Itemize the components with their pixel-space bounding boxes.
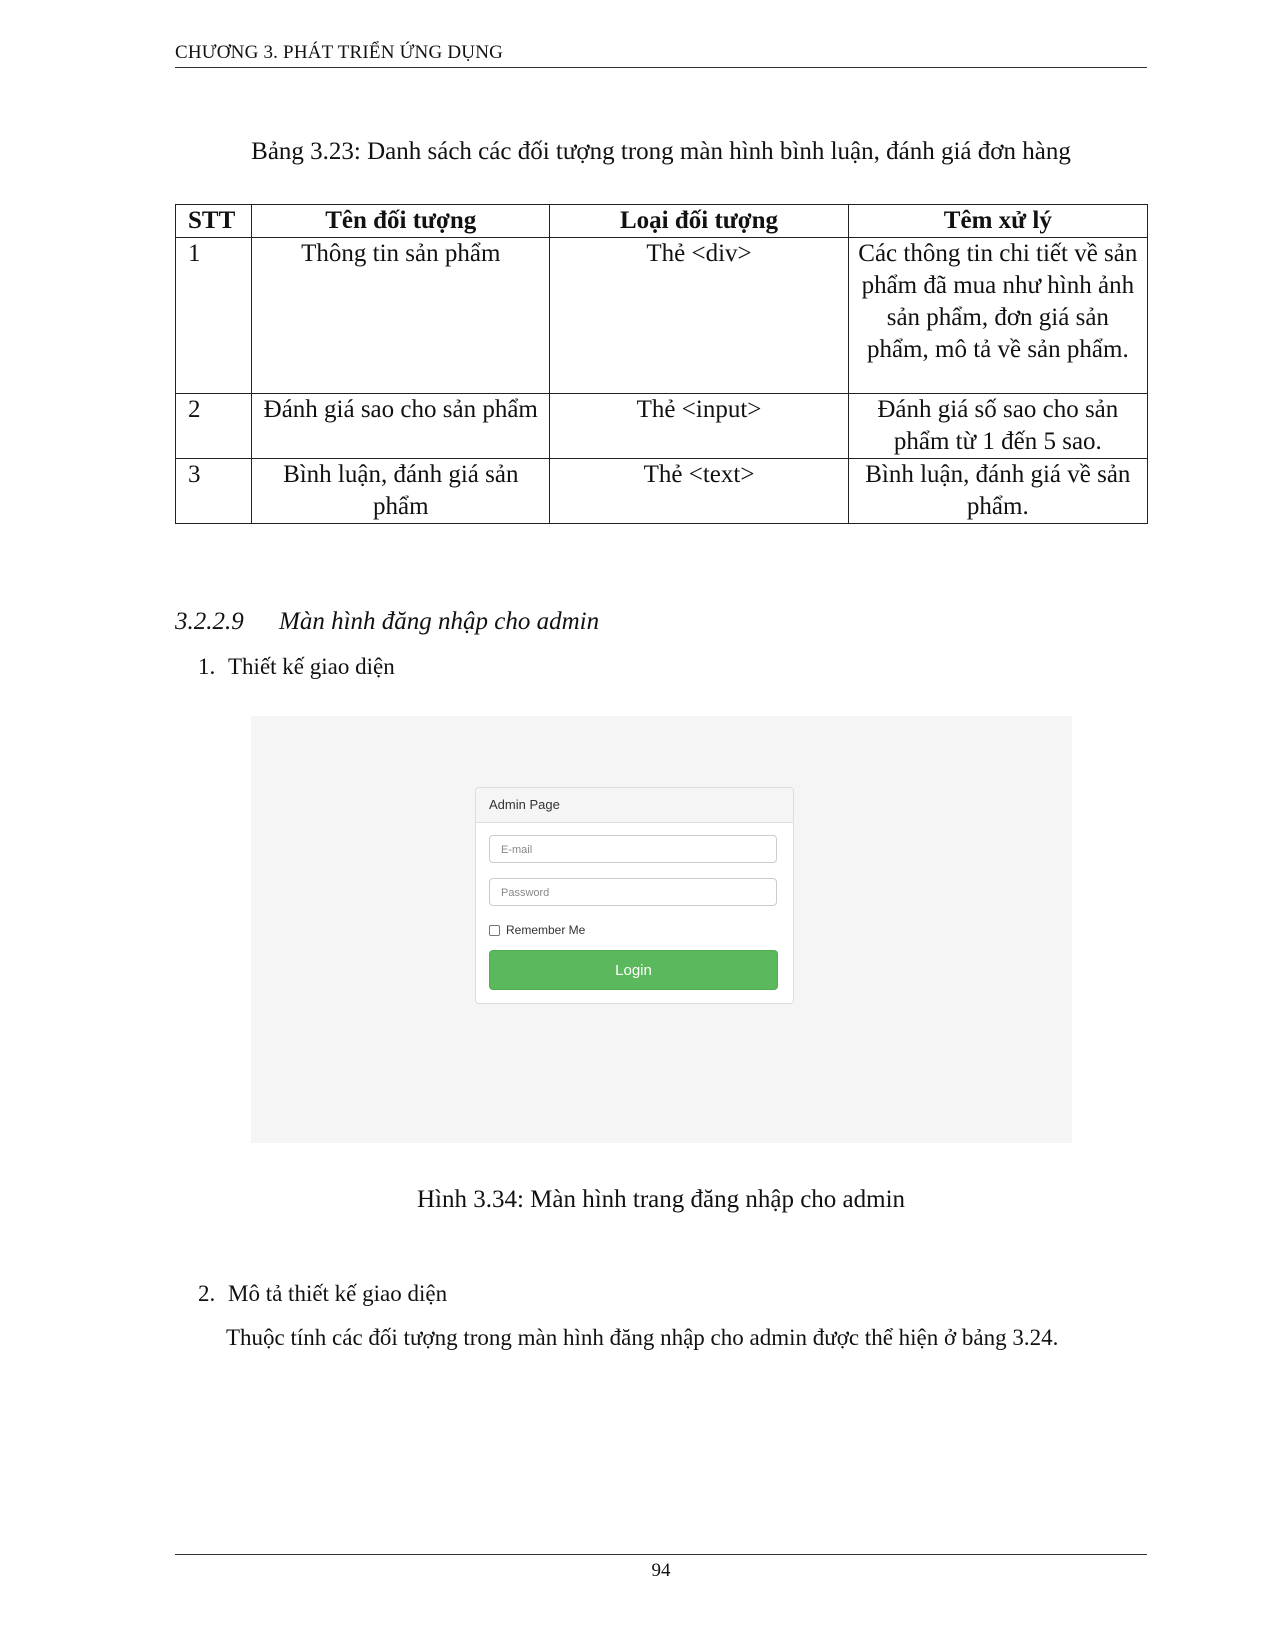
cell-stt: 1 (176, 238, 252, 394)
remember-me-checkbox[interactable] (489, 925, 500, 936)
table-header-row (176, 205, 1148, 238)
column-header-stt: STT (176, 205, 252, 238)
cell-type: Thẻ <div> (550, 238, 848, 394)
chapter-header: CHƯƠNG 3. PHÁT TRIỂN ỨNG DỤNG (175, 42, 1147, 68)
cell-type: Thẻ <text> (550, 459, 848, 524)
column-header-type: Loại đối tượng (550, 205, 848, 238)
objects-table (175, 204, 1148, 524)
cell-stt: 3 (176, 459, 252, 524)
section-title: Màn hình đăng nhập cho admin (279, 608, 600, 635)
list-item-text: Mô tả thiết kế giao diện (228, 1281, 448, 1306)
panel-title: Admin Page (476, 788, 793, 823)
email-input[interactable]: E-mail (489, 835, 777, 863)
remember-me-label: Remember Me (506, 923, 586, 937)
column-header-name: Tên đối tượng (252, 205, 550, 238)
cell-name: Thông tin sản phẩm (252, 238, 550, 394)
cell-handling: Các thông tin chi tiết về sản phẩm đã mua như hình ảnh sản phẩm, đơn giá sản phẩm, mô tả về sản phẩm. (848, 238, 1147, 394)
table-row (176, 238, 1148, 394)
table-row (176, 394, 1148, 459)
list-item (198, 654, 395, 680)
cell-handling: Bình luận, đánh giá về sản phẩm. (848, 459, 1147, 524)
figure-caption: Hình 3.34: Màn hình trang đăng nhập cho admin (416, 1186, 906, 1213)
cell-type: Thẻ <input> (550, 394, 848, 459)
footer-divider (175, 1554, 1147, 1555)
login-panel (475, 787, 794, 1004)
cell-name: Bình luận, đánh giá sản phẩm (252, 459, 550, 524)
table-row (176, 459, 1148, 524)
section-heading (175, 608, 599, 636)
cell-handling: Đánh giá số sao cho sản phẩm từ 1 đến 5 sao. (848, 394, 1147, 459)
password-input[interactable]: Password (489, 878, 777, 906)
login-button[interactable]: Login (489, 950, 778, 990)
table-caption: Bảng 3.23: Danh sách các đối tượng trong màn hình bình luận, đánh giá đơn hàng (251, 138, 1071, 165)
list-item-number: 1. (198, 654, 216, 679)
login-screenshot-figure (251, 716, 1072, 1143)
remember-me-option[interactable] (489, 923, 585, 937)
list-item-number: 2. (198, 1281, 216, 1306)
cell-name: Đánh giá sao cho sản phẩm (252, 394, 550, 459)
list-item (198, 1281, 447, 1307)
cell-stt: 2 (176, 394, 252, 459)
section-number: 3.2.2.9 (175, 608, 244, 635)
body-paragraph: Thuộc tính các đối tượng trong màn hình đăng nhập cho admin được thể hiện ở bảng 3.24. (226, 1325, 1059, 1350)
page-number: 94 (651, 1560, 671, 1581)
list-item-text: Thiết kế giao diện (228, 654, 395, 679)
column-header-handling: Têm xử lý (848, 205, 1147, 238)
